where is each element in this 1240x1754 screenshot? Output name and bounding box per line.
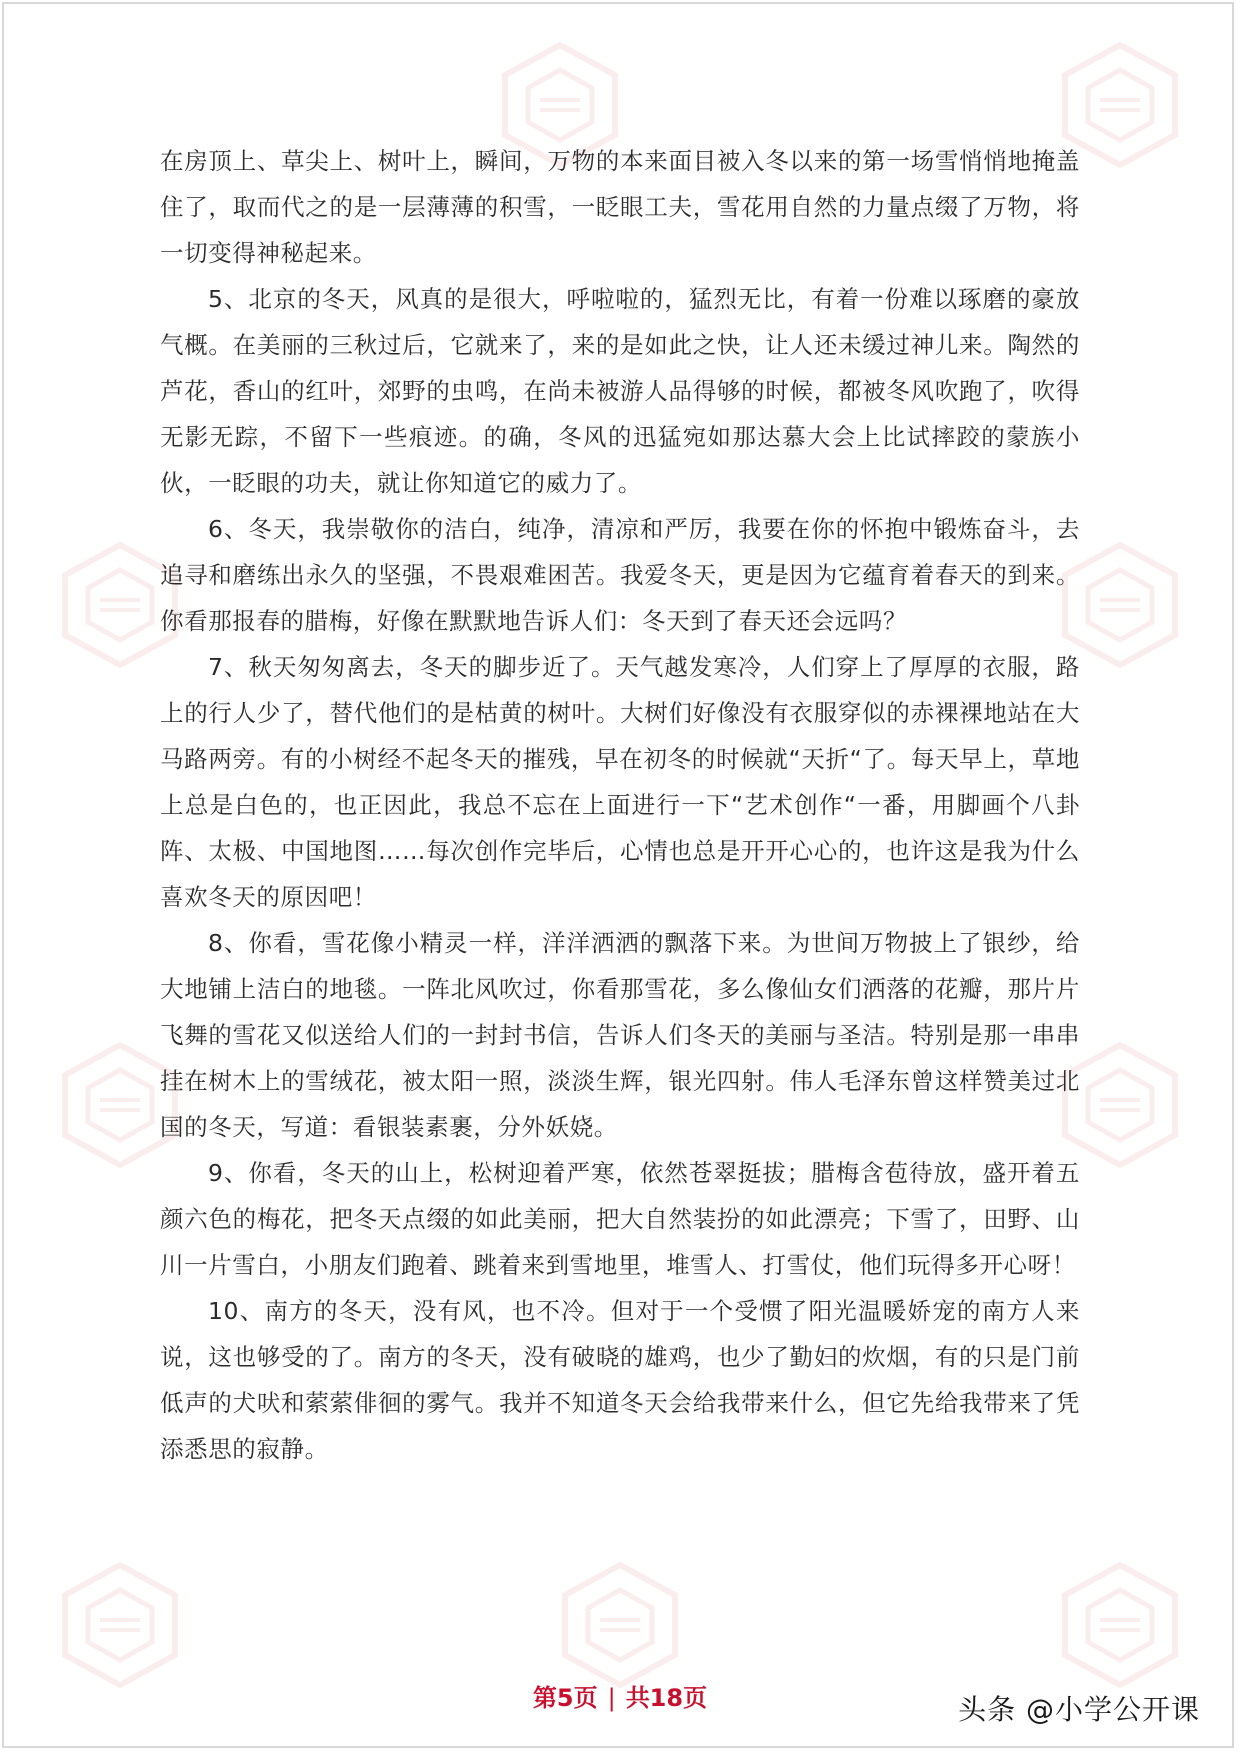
paragraph-7: 7、秋天匆匆离去，冬天的脚步近了。天气越发寒冷，人们穿上了厚厚的衣服，路上的行人少了，替代他们的是枯黄的树叶。大树们好像没有衣服穿似的赤裸裸地站在大马路两旁。有的小树经不起冬天的摧残，早在初冬的时候就“天折“了。每天早上，草地上总是白色的，也正因此，我总不忘在上面进行一下“艺术创作“一番，用脚画个八卦阵、太极、中国地图……每次创作完毕后，心情也总是开开心心的，也许这是我为什么喜欢冬天的原因吧！ <box>160 653 1080 911</box>
page-current: 第5页 <box>532 1684 598 1712</box>
paragraph-9: 9、你看，冬天的山上，松树迎着严寒，依然苍翠挺拔；腊梅含苞待放，盛开着五颜六色的梅花，把冬天点缀的如此美丽，把大自然装扮的如此漂亮；下雪了，田野、山川一片雪白，小朋友们跑着、跳着来到雪地里，堆雪人、打雪仗，他们玩得多开心呀！ <box>160 1159 1080 1279</box>
document-body <box>160 138 1080 1472</box>
page-total: 共18页 <box>625 1684 708 1712</box>
paragraph-8: 8、你看，雪花像小精灵一样，洋洋洒洒的飘落下来。为世间万物披上了银纱，给大地铺上洁白的地毯。一阵北风吹过，你看那雪花，多么像仙女们洒落的花瓣，那片片飞舞的雪花又似送给人们的一封封书信，告诉人们冬天的美丽与圣洁。特别是那一串串挂在树木上的雪绒花，被太阳一照，淡淡生辉，银光四射。伟人毛泽东曾这样赞美过北国的冬天，写道：看银装素裹，分外妖娆。 <box>160 929 1080 1141</box>
paragraph-continuation: 在房顶上、草尖上、树叶上，瞬间，万物的本来面目被入冬以来的第一场雪悄悄地掩盖住了，取而代之的是一层薄薄的积雪，一眨眼工夫，雪花用自然的力量点缀了万物，将一切变得神秘起来。 <box>160 147 1080 267</box>
source-watermark-tag: 头条 @小学公开课 <box>958 1693 1200 1726</box>
paragraph-5: 5、北京的冬天，风真的是很大，呼啦啦的，猛烈无比，有着一份难以琢磨的豪放气概。在美丽的三秋过后，它就来了，来的是如此之快，让人还未缓过神儿来。陶然的芦花，香山的红叶，郊野的虫鸣，在尚未被游人品得够的时候，都被冬风吹跑了，吹得无影无踪，不留下一些痕迹。的确，冬风的迅猛宛如那达慕大会上比试摔跤的蒙族小伙，一眨眼的功夫，就让你知道它的威力了。 <box>160 285 1080 497</box>
paragraph-10: 10、南方的冬天，没有风，也不冷。但对于一个受惯了阳光温暖娇宠的南方人来说，这也够受的了。南方的冬天，没有破晓的雄鸡，也少了勤妇的炊烟，有的只是门前低声的犬吠和萦萦俳徊的雾气。我并不知道冬天会给我带来什么，但它先给我带来了凭添悉思的寂静。 <box>160 1297 1080 1463</box>
paragraph-6: 6、冬天，我崇敬你的洁白，纯净，清凉和严厉，我要在你的怀抱中锻炼奋斗，去追寻和磨练出永久的坚强，不畏艰难困苦。我爱冬天，更是因为它蕴育着春天的到来。你看那报春的腊梅，好像在默默地告诉人们：冬天到了春天还会远吗？ <box>160 515 1080 635</box>
page-separator: | <box>607 1684 616 1712</box>
